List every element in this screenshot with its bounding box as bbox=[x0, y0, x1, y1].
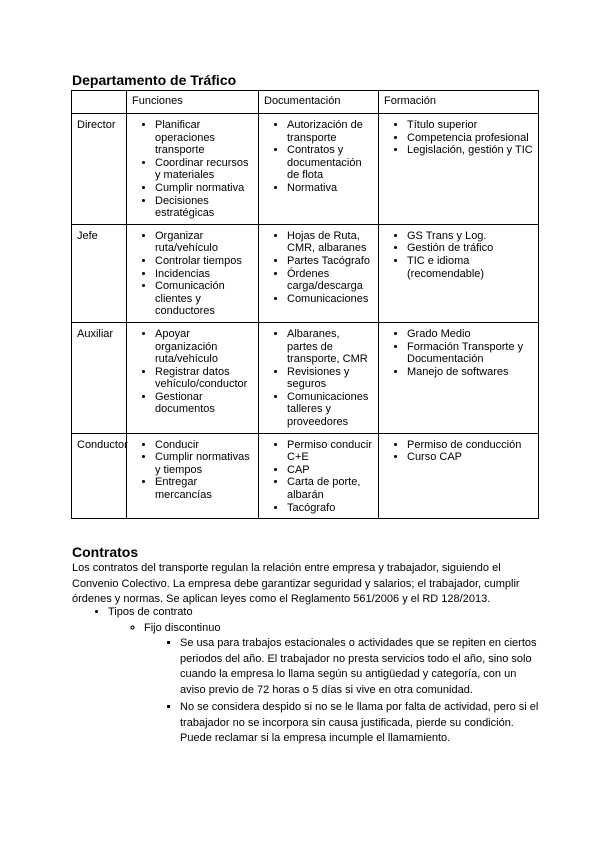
role-cell: Conductor bbox=[72, 433, 127, 519]
list-item: • Permiso conducir C+E bbox=[287, 439, 373, 464]
list-item: • Partes Tacógrafo bbox=[287, 255, 373, 268]
bullet-list bbox=[264, 230, 373, 306]
list-item: • Cumplir normativas y tiempos bbox=[155, 451, 253, 476]
list-item: • Hojas de Ruta, CMR, albaranes bbox=[287, 230, 373, 255]
list-item: • Permiso de conducción bbox=[407, 439, 533, 452]
list-item: • Gestionar documentos bbox=[155, 391, 253, 416]
bullet-list bbox=[132, 439, 253, 502]
contratos-outline bbox=[72, 605, 542, 749]
list-item: • Competencia profesional bbox=[407, 132, 533, 145]
list-item: • Controlar tiempos bbox=[155, 255, 253, 268]
funciones-cell bbox=[127, 224, 259, 322]
list-item: • GS Trans y Log. bbox=[407, 230, 533, 243]
bullet-list bbox=[384, 230, 533, 280]
bullet-list bbox=[264, 439, 373, 515]
contratos-paragraph: Los contratos del transporte regulan la relación entre empresa y trabajador, siguiendo el Convenio Colectivo. La empresa debe garantizar seguridad y salarios; el trabajador, cumplir órdenes y normas. Se aplican leyes como el Reglamento 561/2006 y el RD 128/2013. bbox=[72, 562, 520, 605]
funciones-cell bbox=[127, 433, 259, 519]
header-cell-formacion: Formación bbox=[379, 91, 539, 114]
bullet-list bbox=[132, 328, 253, 416]
list-item: • Apoyar organización ruta/vehículo bbox=[155, 328, 253, 366]
bullet-list bbox=[384, 328, 533, 378]
formacion-cell bbox=[379, 433, 539, 519]
list-item: • Coordinar recursos y materiales bbox=[155, 157, 253, 182]
bullet-list-level3 bbox=[144, 636, 542, 747]
list-item: ▪ Se usa para trabajos estacionales o actividades que se repiten en ciertos periodos del año. El trabajador no presta servicios todo el año, sino solo cuando la empresa lo llama según su antigüedad y categoría, con un aviso previo de 72 horas o 5 días si vive en otra comunidad. bbox=[180, 636, 542, 698]
bullet-list bbox=[384, 119, 533, 157]
list-item: • Título superior bbox=[407, 119, 533, 132]
documentacion-cell bbox=[259, 322, 379, 433]
list-item: • Órdenes carga/descarga bbox=[287, 268, 373, 293]
list-item: • Decisiones estratégicas bbox=[155, 195, 253, 220]
list-item: • Cumplir normativa bbox=[155, 182, 253, 195]
list-item bbox=[144, 621, 542, 747]
table-row bbox=[72, 322, 539, 433]
list-item: • Revisiones y seguros bbox=[287, 366, 373, 391]
list-item: • Comunicación clientes y conductores bbox=[155, 280, 253, 318]
list-item: • Planificar operaciones transporte bbox=[155, 119, 253, 157]
table-row bbox=[72, 224, 539, 322]
list-item: • Curso CAP bbox=[407, 451, 533, 464]
list-item: • TIC e idioma (recomendable) bbox=[407, 255, 533, 280]
role-cell: Jefe bbox=[72, 224, 127, 322]
table-row bbox=[72, 114, 539, 225]
formacion-cell bbox=[379, 224, 539, 322]
list-item: • Conducir bbox=[155, 439, 253, 452]
header-cell-funciones: Funciones bbox=[127, 91, 259, 114]
header-cell-documentacion: Documentación bbox=[259, 91, 379, 114]
bullet-list bbox=[132, 230, 253, 318]
bullet-list bbox=[132, 119, 253, 220]
bullet-list bbox=[264, 119, 373, 195]
page-title: Departamento de Tráfico bbox=[72, 72, 237, 88]
list-item: • Formación Transporte y Documentación bbox=[407, 341, 533, 366]
list-item: • Entregar mercancías bbox=[155, 476, 253, 501]
table-header-row bbox=[72, 91, 539, 114]
list-item: • Organizar ruta/vehículo bbox=[155, 230, 253, 255]
role-cell: Director bbox=[72, 114, 127, 225]
bullet-list-level2 bbox=[108, 621, 542, 747]
list-item: • Incidencias bbox=[155, 268, 253, 281]
list-item-text: Fijo discontinuo bbox=[144, 621, 221, 634]
list-item: • Registrar datos vehículo/conductor bbox=[155, 366, 253, 391]
table-row bbox=[72, 433, 539, 519]
documentacion-cell bbox=[259, 114, 379, 225]
list-item: • Legislación, gestión y TIC bbox=[407, 144, 533, 157]
documentacion-cell bbox=[259, 433, 379, 519]
funciones-cell bbox=[127, 114, 259, 225]
list-item: • Albaranes, partes de transporte, CMR bbox=[287, 328, 373, 366]
funciones-cell bbox=[127, 322, 259, 433]
traffic-department-table bbox=[71, 90, 539, 519]
list-item bbox=[108, 605, 542, 747]
header-cell-empty bbox=[72, 91, 127, 114]
list-item: • Comunicaciones bbox=[287, 293, 373, 306]
section-heading-contratos: Contratos bbox=[72, 544, 139, 560]
list-item: • Manejo de softwares bbox=[407, 366, 533, 379]
list-item: • Carta de porte, albarán bbox=[287, 476, 373, 501]
list-item: ▪ No se considera despido si no se le llama por falta de actividad, pero si el trabajador no se incorpora sin causa justificada, pierde su condición. Puede reclamar si la empresa incumple el llamamiento. bbox=[180, 700, 542, 747]
bullet-list bbox=[384, 439, 533, 464]
list-item: • Autorización de transporte bbox=[287, 119, 373, 144]
role-cell: Auxiliar bbox=[72, 322, 127, 433]
formacion-cell bbox=[379, 322, 539, 433]
list-item: • Gestión de tráfico bbox=[407, 242, 533, 255]
list-item: • Contratos y documentación de flota bbox=[287, 144, 373, 182]
list-item: • Comunicaciones talleres y proveedores bbox=[287, 391, 373, 429]
list-item: • CAP bbox=[287, 464, 373, 477]
bullet-list-level1 bbox=[72, 605, 542, 747]
list-item: • Normativa bbox=[287, 182, 373, 195]
list-item-text: Tipos de contrato bbox=[108, 606, 193, 618]
documentacion-cell bbox=[259, 224, 379, 322]
formacion-cell bbox=[379, 114, 539, 225]
bullet-list bbox=[264, 328, 373, 429]
list-item: • Tacógrafo bbox=[287, 502, 373, 515]
list-item: • Grado Medio bbox=[407, 328, 533, 341]
